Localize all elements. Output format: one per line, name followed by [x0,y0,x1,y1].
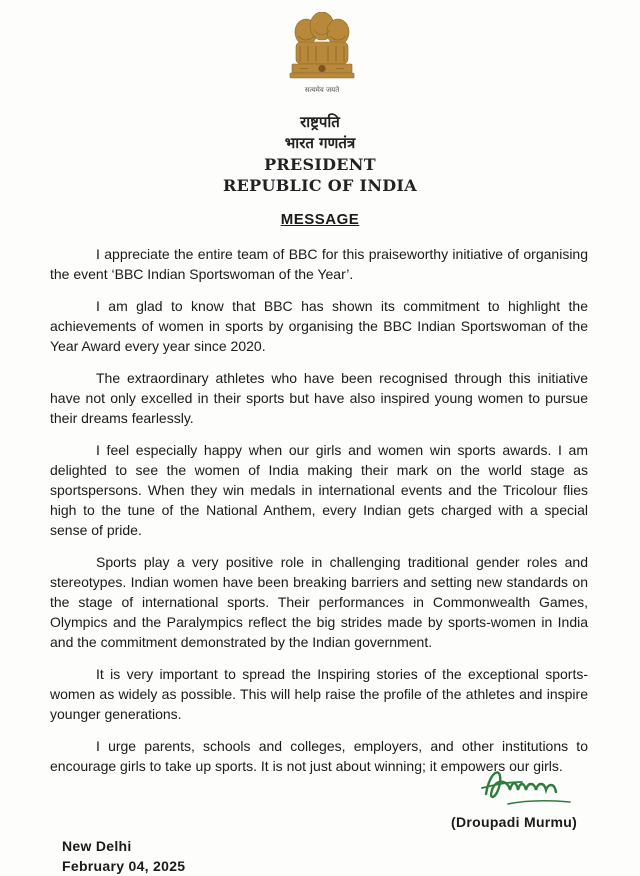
signatory-name: (Droupadi Murmu) [451,814,578,830]
signature-icon [478,760,578,812]
hindi-subtitle: भारत गणतंत्र [284,134,356,152]
place: New Delhi [62,838,132,854]
letterhead [0,112,640,196]
message-heading: MESSAGE [280,211,360,228]
state-emblem-icon [286,12,358,104]
paragraph: The extraordinary athletes who have been recognised through this initiative have not only excelled in their sports but have also inspired young women to pursue their dreams fearlessly. [50,370,588,426]
paragraph: I am glad to know that BBC has shown its commitment to highlight the achievements of women in sports by organising the BBC Indian Sportswoman of the Year Award every year since 2020. [50,298,588,354]
paragraph: It is very important to spread the Inspiring stories of the exceptional sports-women as widely as possible. This will help raise the profile of the athletes and inspire younger generations. [50,666,588,722]
title-president: PRESIDENT [264,155,376,174]
paragraph: I appreciate the entire team of BBC for this praiseworthy initiative of organising the event ‘BBC Indian Sportswoman of the Year’. [50,246,588,282]
paragraph: I urge parents, schools and colleges, employers, and other institutions to encourage girls to take up sports. It is not just about winning; it empowers our girls. [50,738,588,774]
date: February 04, 2025 [62,858,186,874]
message-body [50,244,588,788]
place-date-block [62,836,185,876]
paragraph: I feel especially happy when our girls and women win sports awards. I am delighted to see the women of India making their mark on the world stage as sportspersons. When they win medals in international events and the Tricolour flies high to the tune of the National Anthem, every Indian gets charged with a special sense of pride. [50,442,588,538]
emblem-motto: सत्यमेव जयते [304,86,340,94]
paragraph: Sports play a very positive role in challenging traditional gender roles and stereotypes. Indian women have been breaking barriers and setting new standards on the stage of international sports. Their performances in Commonwealth Games, Olympics and the Paralympics reflect the big strides made by sports-women in India and the commitment demonstrated by the Indian government. [50,554,588,650]
title-republic: REPUBLIC OF INDIA [223,176,417,195]
hindi-title: राष्ट्रपति [300,113,340,131]
